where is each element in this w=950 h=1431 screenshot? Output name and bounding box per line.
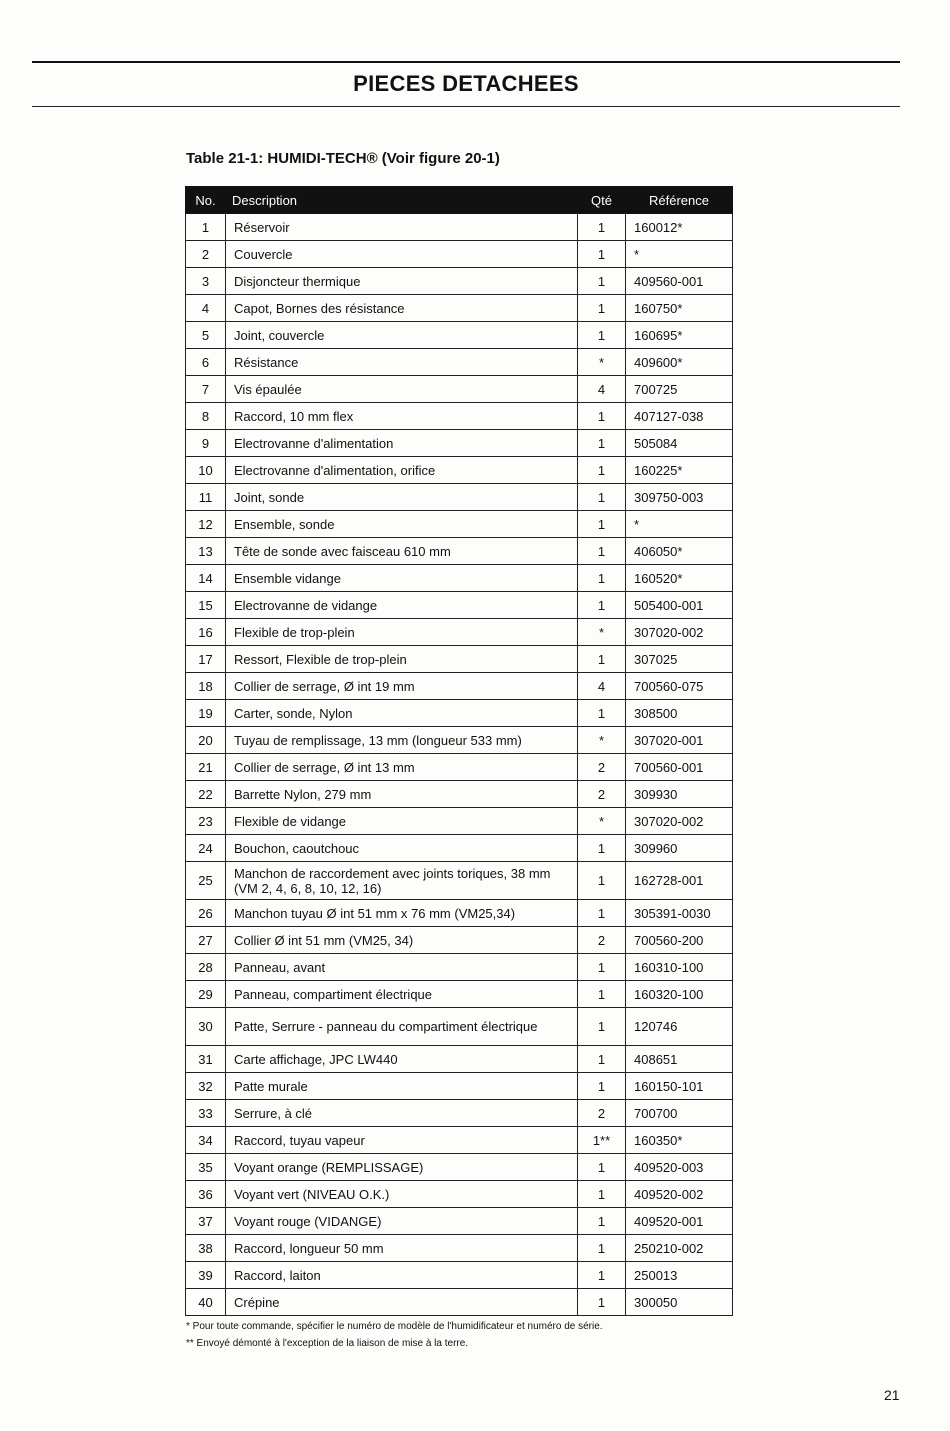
cell-description: Flexible de vidange [226, 808, 578, 835]
footnote-shipping: ** Envoyé démonté à l'exception de la liaison de mise à la terre. [186, 1338, 469, 1349]
table-row [186, 1008, 733, 1046]
table-row [186, 927, 733, 954]
page-title: PIECES DETACHEES [353, 71, 579, 96]
cell-reference: 307020-001 [626, 727, 733, 754]
cell-quantity: 1 [578, 511, 626, 538]
cell-description: Résistance [226, 349, 578, 376]
table-row [186, 1046, 733, 1073]
cell-no: 17 [186, 646, 226, 673]
cell-description: Raccord, 10 mm flex [226, 403, 578, 430]
cell-no: 11 [186, 484, 226, 511]
table-row [186, 981, 733, 1008]
table-row [186, 268, 733, 295]
cell-quantity: 1 [578, 295, 626, 322]
table-row [186, 1073, 733, 1100]
table-row [186, 808, 733, 835]
cell-quantity: 1 [578, 241, 626, 268]
cell-quantity: * [578, 349, 626, 376]
table-row [186, 900, 733, 927]
table-row [186, 592, 733, 619]
cell-quantity: 1 [578, 835, 626, 862]
cell-description: Raccord, laiton [226, 1262, 578, 1289]
cell-description: Vis épaulée [226, 376, 578, 403]
cell-no: 12 [186, 511, 226, 538]
cell-description: Couvercle [226, 241, 578, 268]
cell-quantity: 2 [578, 781, 626, 808]
header-description: Description [226, 187, 578, 214]
cell-reference: 409600* [626, 349, 733, 376]
cell-no: 4 [186, 295, 226, 322]
cell-quantity: 1 [578, 565, 626, 592]
cell-reference: 160310-100 [626, 954, 733, 981]
cell-quantity: 1 [578, 900, 626, 927]
cell-no: 9 [186, 430, 226, 457]
header-no: No. [186, 187, 226, 214]
cell-description: Collier Ø int 51 mm (VM25, 34) [226, 927, 578, 954]
cell-reference: 305391-0030 [626, 900, 733, 927]
cell-description: Ressort, Flexible de trop-plein [226, 646, 578, 673]
cell-quantity: 1 [578, 1181, 626, 1208]
table-row [186, 646, 733, 673]
cell-description: Voyant vert (NIVEAU O.K.) [226, 1181, 578, 1208]
table-row [186, 430, 733, 457]
cell-reference: 407127-038 [626, 403, 733, 430]
cell-no: 2 [186, 241, 226, 268]
cell-description: Raccord, tuyau vapeur [226, 1127, 578, 1154]
cell-reference: 409520-003 [626, 1154, 733, 1181]
cell-quantity: * [578, 727, 626, 754]
cell-description: Tête de sonde avec faisceau 610 mm [226, 538, 578, 565]
cell-reference: 408651 [626, 1046, 733, 1073]
cell-quantity: 1 [578, 700, 626, 727]
cell-description: Barrette Nylon, 279 mm [226, 781, 578, 808]
table-row [186, 1262, 733, 1289]
cell-description: Flexible de trop-plein [226, 619, 578, 646]
table-row [186, 322, 733, 349]
cell-description: Tuyau de remplissage, 13 mm (longueur 533 mm) [226, 727, 578, 754]
cell-description: Disjoncteur thermique [226, 268, 578, 295]
cell-quantity: 1 [578, 1008, 626, 1046]
cell-description: Voyant orange (REMPLISSAGE) [226, 1154, 578, 1181]
cell-reference: 406050* [626, 538, 733, 565]
table-row [186, 1181, 733, 1208]
cell-no: 25 [186, 862, 226, 900]
cell-no: 3 [186, 268, 226, 295]
table-row [186, 295, 733, 322]
table-header-row [186, 187, 733, 214]
cell-description: Carte affichage, JPC LW440 [226, 1046, 578, 1073]
header-quantity: Qté [578, 187, 626, 214]
cell-quantity: 1** [578, 1127, 626, 1154]
cell-no: 14 [186, 565, 226, 592]
cell-no: 31 [186, 1046, 226, 1073]
cell-quantity: 4 [578, 673, 626, 700]
cell-description: Collier de serrage, Ø int 13 mm [226, 754, 578, 781]
table-row [186, 700, 733, 727]
cell-description: Voyant rouge (VIDANGE) [226, 1208, 578, 1235]
cell-quantity: 1 [578, 214, 626, 241]
cell-quantity: 1 [578, 538, 626, 565]
cell-description: Crépine [226, 1289, 578, 1316]
table-row [186, 754, 733, 781]
cell-reference: 120746 [626, 1008, 733, 1046]
header-reference: Référence [626, 187, 733, 214]
table-row [186, 954, 733, 981]
cell-no: 39 [186, 1262, 226, 1289]
title-underline [32, 106, 900, 107]
cell-description: Carter, sonde, Nylon [226, 700, 578, 727]
cell-no: 34 [186, 1127, 226, 1154]
table-row [186, 457, 733, 484]
cell-reference: 160695* [626, 322, 733, 349]
table-row [186, 673, 733, 700]
cell-reference: 300050 [626, 1289, 733, 1316]
table-row [186, 1235, 733, 1262]
cell-reference: 505084 [626, 430, 733, 457]
cell-quantity: 1 [578, 457, 626, 484]
cell-reference: 409520-001 [626, 1208, 733, 1235]
cell-no: 33 [186, 1100, 226, 1127]
cell-quantity: 1 [578, 1073, 626, 1100]
table-row [186, 1154, 733, 1181]
cell-reference: 307020-002 [626, 808, 733, 835]
cell-reference: 307020-002 [626, 619, 733, 646]
cell-no: 19 [186, 700, 226, 727]
cell-no: 7 [186, 376, 226, 403]
cell-no: 24 [186, 835, 226, 862]
cell-reference: 160350* [626, 1127, 733, 1154]
cell-no: 10 [186, 457, 226, 484]
cell-description: Joint, sonde [226, 484, 578, 511]
cell-reference: 160320-100 [626, 981, 733, 1008]
cell-quantity: 2 [578, 927, 626, 954]
cell-reference: 308500 [626, 700, 733, 727]
cell-no: 8 [186, 403, 226, 430]
cell-quantity: 2 [578, 1100, 626, 1127]
cell-reference: 409560-001 [626, 268, 733, 295]
cell-no: 5 [186, 322, 226, 349]
cell-quantity: 1 [578, 954, 626, 981]
cell-description: Ensemble, sonde [226, 511, 578, 538]
cell-quantity: 1 [578, 646, 626, 673]
table-row [186, 484, 733, 511]
cell-description: Manchon tuyau Ø int 51 mm x 76 mm (VM25,34) [226, 900, 578, 927]
cell-quantity: 1 [578, 1154, 626, 1181]
footnote-order: * Pour toute commande, spécifier le numéro de modèle de l'humidificateur et numéro de série. [186, 1321, 603, 1332]
cell-description: Electrovanne d'alimentation [226, 430, 578, 457]
cell-quantity: 1 [578, 484, 626, 511]
cell-description: Raccord, longueur 50 mm [226, 1235, 578, 1262]
table-row [186, 727, 733, 754]
cell-reference: 309750-003 [626, 484, 733, 511]
cell-reference: 160225* [626, 457, 733, 484]
cell-no: 21 [186, 754, 226, 781]
cell-quantity: 1 [578, 1208, 626, 1235]
cell-quantity: 2 [578, 754, 626, 781]
cell-description: Patte, Serrure - panneau du compartiment électrique [226, 1008, 578, 1046]
table-row [186, 619, 733, 646]
cell-reference: 250013 [626, 1262, 733, 1289]
table-row [186, 241, 733, 268]
table-row [186, 214, 733, 241]
cell-description: Joint, couvercle [226, 322, 578, 349]
cell-reference: 160012* [626, 214, 733, 241]
cell-reference: 700560-001 [626, 754, 733, 781]
page-number: 21 [884, 1387, 900, 1403]
cell-description: Serrure, à clé [226, 1100, 578, 1127]
cell-quantity: 1 [578, 268, 626, 295]
cell-description: Capot, Bornes des résistance [226, 295, 578, 322]
top-rule [32, 61, 900, 63]
cell-quantity: 1 [578, 1046, 626, 1073]
table-row [186, 1100, 733, 1127]
cell-description: Panneau, compartiment électrique [226, 981, 578, 1008]
cell-reference: * [626, 511, 733, 538]
cell-reference: 309960 [626, 835, 733, 862]
cell-no: 20 [186, 727, 226, 754]
table-row [186, 349, 733, 376]
cell-no: 35 [186, 1154, 226, 1181]
cell-no: 37 [186, 1208, 226, 1235]
cell-quantity: 1 [578, 1262, 626, 1289]
cell-description: Electrovanne d'alimentation, orifice [226, 457, 578, 484]
cell-no: 18 [186, 673, 226, 700]
cell-reference: 700725 [626, 376, 733, 403]
cell-no: 15 [186, 592, 226, 619]
parts-table [185, 186, 733, 1316]
cell-description: Patte murale [226, 1073, 578, 1100]
cell-no: 26 [186, 900, 226, 927]
cell-reference: * [626, 241, 733, 268]
cell-quantity: 1 [578, 862, 626, 900]
cell-no: 30 [186, 1008, 226, 1046]
cell-reference: 309930 [626, 781, 733, 808]
cell-no: 29 [186, 981, 226, 1008]
table-row [186, 376, 733, 403]
cell-reference: 307025 [626, 646, 733, 673]
table-row [186, 835, 733, 862]
table-row [186, 511, 733, 538]
cell-no: 13 [186, 538, 226, 565]
cell-description: Réservoir [226, 214, 578, 241]
cell-description: Collier de serrage, Ø int 19 mm [226, 673, 578, 700]
cell-reference: 505400-001 [626, 592, 733, 619]
cell-quantity: 1 [578, 322, 626, 349]
table-row [186, 1127, 733, 1154]
cell-reference: 160520* [626, 565, 733, 592]
cell-quantity: 1 [578, 1235, 626, 1262]
table-caption: Table 21-1: HUMIDI-TECH® (Voir figure 20-1) [186, 150, 500, 167]
cell-no: 6 [186, 349, 226, 376]
table-row [186, 781, 733, 808]
table-row [186, 538, 733, 565]
cell-no: 38 [186, 1235, 226, 1262]
cell-no: 1 [186, 214, 226, 241]
cell-description: Bouchon, caoutchouc [226, 835, 578, 862]
cell-reference: 700700 [626, 1100, 733, 1127]
cell-reference: 160150-101 [626, 1073, 733, 1100]
cell-quantity: 1 [578, 430, 626, 457]
table-row [186, 1289, 733, 1316]
cell-description: Electrovanne de vidange [226, 592, 578, 619]
cell-reference: 162728-001 [626, 862, 733, 900]
cell-no: 36 [186, 1181, 226, 1208]
table-row [186, 1208, 733, 1235]
cell-no: 22 [186, 781, 226, 808]
cell-description: Manchon de raccordement avec joints toriques, 38 mm (VM 2, 4, 6, 8, 10, 12, 16) [226, 862, 578, 900]
footnotes [186, 1318, 603, 1352]
cell-reference: 700560-075 [626, 673, 733, 700]
cell-reference: 409520-002 [626, 1181, 733, 1208]
cell-no: 28 [186, 954, 226, 981]
cell-reference: 700560-200 [626, 927, 733, 954]
table-row [186, 862, 733, 900]
cell-no: 27 [186, 927, 226, 954]
cell-no: 40 [186, 1289, 226, 1316]
cell-quantity: 1 [578, 1289, 626, 1316]
table-row [186, 565, 733, 592]
cell-no: 16 [186, 619, 226, 646]
cell-no: 32 [186, 1073, 226, 1100]
cell-quantity: 4 [578, 376, 626, 403]
cell-no: 23 [186, 808, 226, 835]
cell-reference: 250210-002 [626, 1235, 733, 1262]
cell-description: Panneau, avant [226, 954, 578, 981]
cell-quantity: 1 [578, 592, 626, 619]
cell-quantity: * [578, 808, 626, 835]
cell-reference: 160750* [626, 295, 733, 322]
cell-quantity: 1 [578, 403, 626, 430]
table-row [186, 403, 733, 430]
cell-description: Ensemble vidange [226, 565, 578, 592]
parts-table-body [186, 214, 733, 1316]
cell-quantity: 1 [578, 981, 626, 1008]
cell-quantity: * [578, 619, 626, 646]
